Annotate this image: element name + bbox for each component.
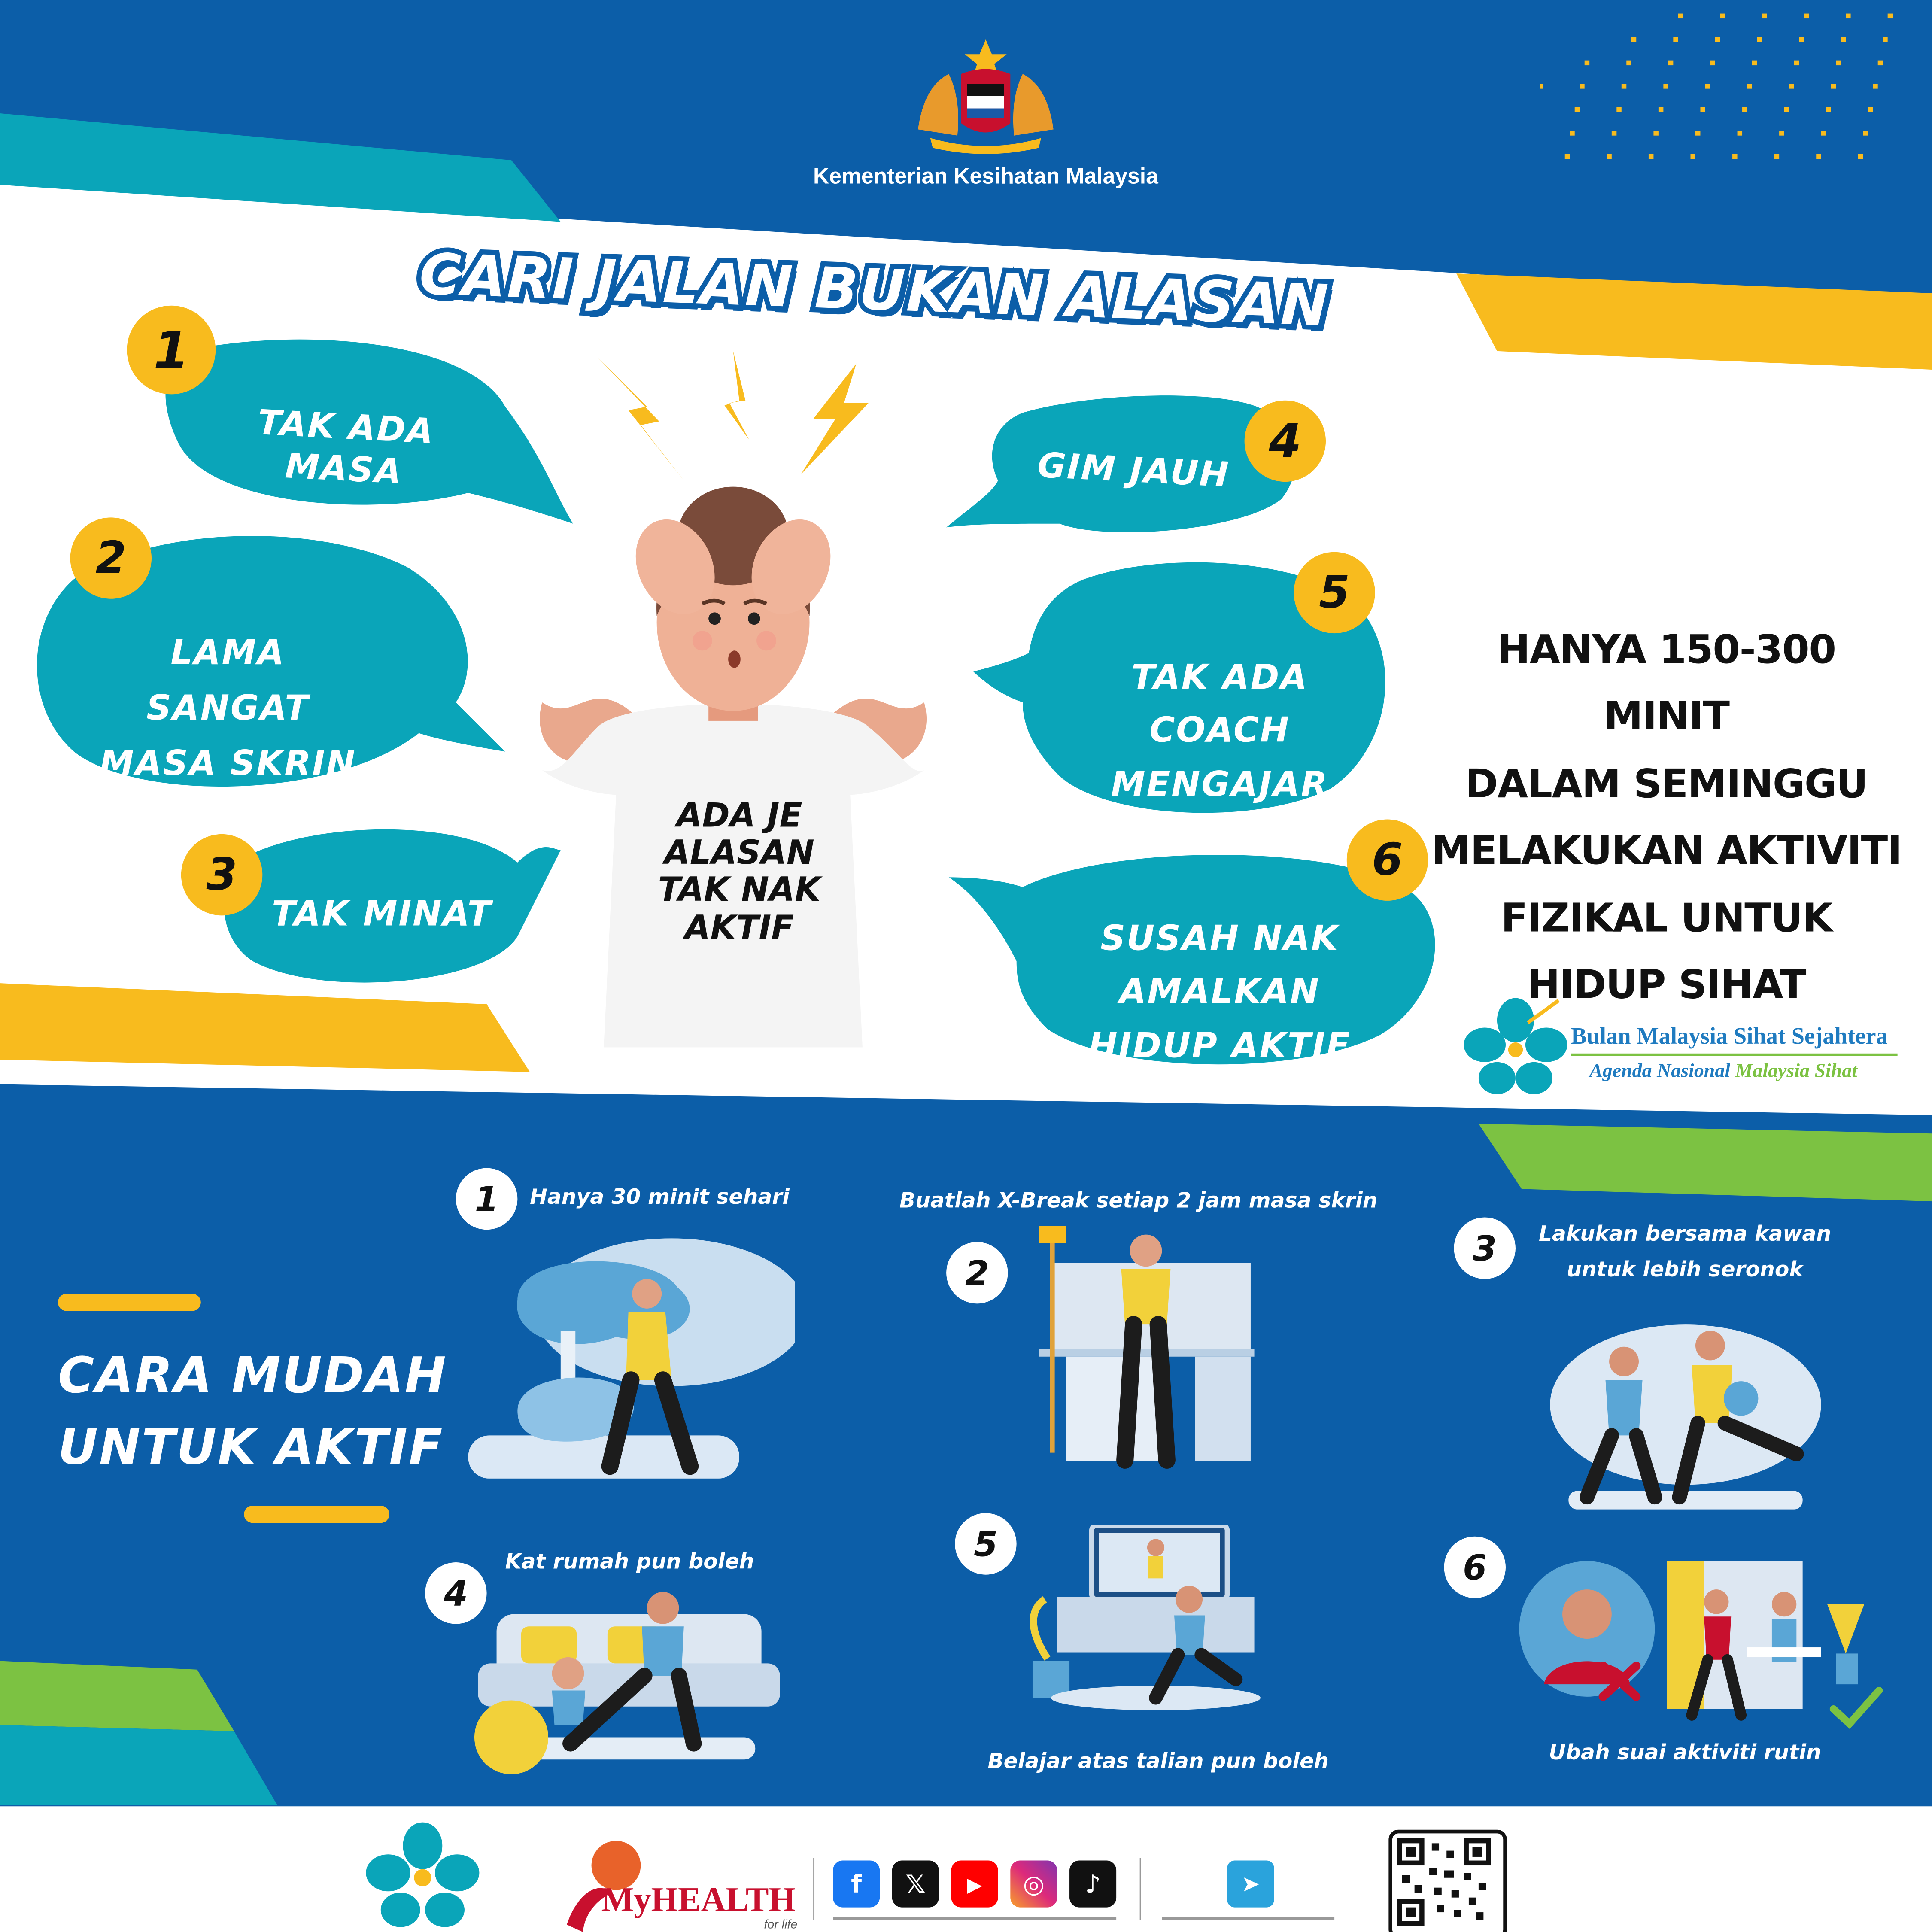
section-title <box>58 1340 447 1483</box>
walking-in-park-illustration <box>468 1238 795 1479</box>
tip-number: 6 <box>1444 1537 1506 1598</box>
footer-hibiscus-logo-icon <box>361 1821 484 1930</box>
telegram-icon[interactable]: ➤ <box>1227 1861 1274 1908</box>
footer-divider <box>813 1858 814 1920</box>
x-break-illustration <box>1029 1226 1263 1473</box>
excuse-text: LAMA SANGAT MASA SKRIN <box>99 632 356 784</box>
footer-underline <box>1162 1917 1334 1920</box>
excuse-number: 2 <box>70 517 152 598</box>
shirt-line: TAK NAK <box>658 872 821 910</box>
tip-caption: Hanya 30 minit sehari <box>530 1185 790 1210</box>
activity-recommendation <box>1429 616 1904 1018</box>
tip-caption: Lakukan bersama kawan untuk lebih seronok <box>1538 1222 1832 1283</box>
myhealth-brand: MyHEALTH <box>601 1881 796 1920</box>
frustrated-woman-illustration <box>530 480 936 1060</box>
tip-caption: Kat rumah pun boleh <box>505 1550 754 1575</box>
home-workout-illustration <box>472 1589 780 1774</box>
hero-title: CARI JALAN BUKAN ALASAN <box>418 240 1331 339</box>
info-line: MELAKUKAN AKTIVITI <box>1431 827 1902 874</box>
tiktok-icon[interactable]: ♪ <box>1069 1861 1116 1908</box>
info-line: HANYA 150-300 MINIT <box>1497 626 1836 740</box>
instagram-icon[interactable]: ◎ <box>1010 1861 1057 1908</box>
ministry-name: Kementerian Kesihatan Malaysia <box>813 164 1158 189</box>
excuse-text: GIM JAUH <box>1036 444 1231 495</box>
tip-number: 1 <box>456 1168 517 1230</box>
online-class-illustration <box>1020 1525 1267 1716</box>
footer-divider <box>1140 1858 1141 1920</box>
shirt-line: AKTIF <box>684 909 794 948</box>
excuse-text: TAK ADA COACH MENGAJAR <box>1111 656 1329 805</box>
tagline-malaysia-sihat: Malaysia Sihat <box>1735 1060 1858 1082</box>
tip-number: 4 <box>425 1562 486 1624</box>
shirt-text <box>647 799 832 948</box>
tip-number: 3 <box>1454 1217 1515 1279</box>
campaign-tagline <box>1589 1061 1857 1083</box>
excuse-text: TAK MINAT <box>271 893 492 934</box>
excuse-number: 4 <box>1245 401 1326 482</box>
youtube-icon[interactable]: ▶ <box>951 1861 998 1908</box>
qr-code[interactable] <box>1388 1830 1507 1932</box>
routine-change-illustration <box>1519 1555 1883 1740</box>
facebook-icon[interactable]: f <box>833 1861 880 1908</box>
jogging-with-friend-illustration <box>1550 1318 1821 1516</box>
hibiscus-logo-icon <box>1460 998 1571 1097</box>
campaign-divider <box>1571 1054 1898 1056</box>
shirt-line: ALASAN <box>664 834 814 873</box>
tip-caption: Buatlah X-Break setiap 2 jam masa skrin <box>899 1189 1378 1214</box>
shirt-line: ADA JE <box>676 797 802 835</box>
footer-underline <box>833 1917 1116 1920</box>
excuse-text: TAK ADA MASA <box>256 402 436 492</box>
excuse-number: 1 <box>127 306 216 395</box>
excuse-text: SUSAH NAK AMALKAN HIDUP AKTIF <box>1088 918 1352 1066</box>
tagline-agenda: Agenda Nasional <box>1589 1060 1735 1082</box>
info-line: HIDUP SIHAT <box>1527 961 1806 1008</box>
title-accent-bar <box>58 1294 201 1311</box>
tip-caption: Ubah suai aktiviti rutin <box>1549 1741 1821 1766</box>
excuse-number: 3 <box>181 834 262 915</box>
excuse-number: 5 <box>1294 552 1375 633</box>
myhealth-tagline: for life <box>764 1918 798 1932</box>
tip-number: 5 <box>955 1513 1016 1574</box>
x-icon[interactable]: 𝕏 <box>892 1861 939 1908</box>
section-title-line: UNTUK AKTIF <box>58 1419 444 1476</box>
info-line: FIZIKAL UNTUK <box>1501 894 1832 941</box>
title-accent-bar <box>244 1506 389 1523</box>
campaign-name: Bulan Malaysia Sihat Sejahtera <box>1571 1024 1888 1050</box>
info-line: DALAM SEMINGGU <box>1465 760 1868 807</box>
tip-number: 2 <box>946 1242 1008 1303</box>
excuse-number: 6 <box>1347 819 1428 900</box>
section-title-line: CARA MUDAH <box>58 1348 447 1405</box>
tip-caption: Belajar atas talian pun boleh <box>987 1750 1329 1774</box>
qr-pattern <box>1392 1833 1496 1928</box>
